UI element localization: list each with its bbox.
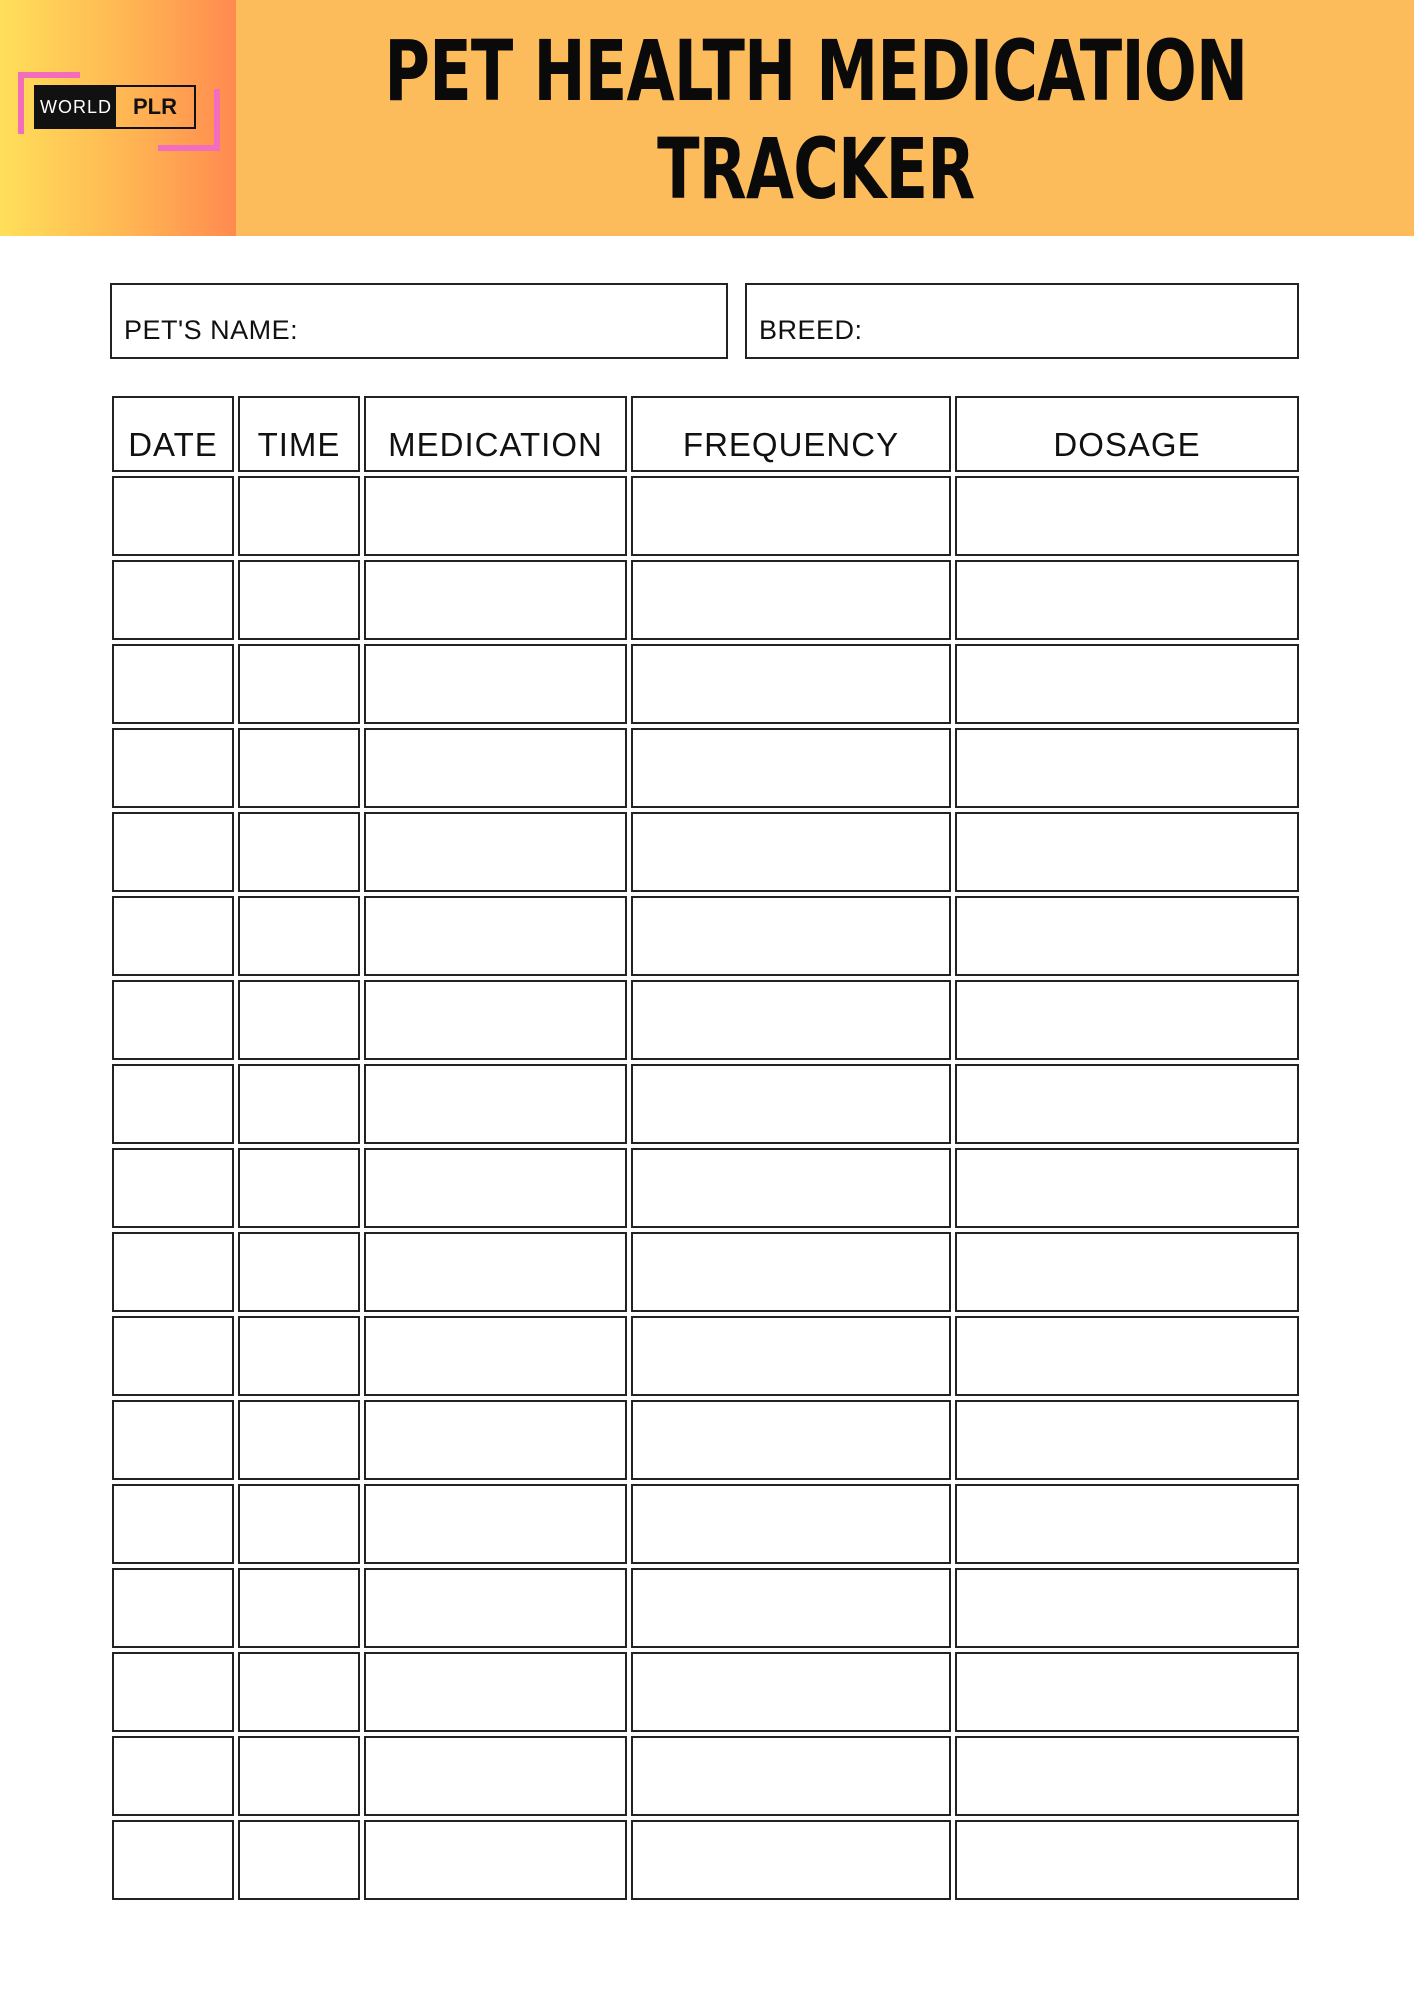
cell-dosage[interactable]: [955, 1148, 1299, 1228]
cell-time[interactable]: [238, 1232, 360, 1312]
cell-time[interactable]: [238, 728, 360, 808]
cell-time[interactable]: [238, 1148, 360, 1228]
cell-date[interactable]: [112, 644, 234, 724]
cell-time[interactable]: [238, 1484, 360, 1564]
cell-frequency[interactable]: [631, 896, 951, 976]
breed-field[interactable]: [745, 283, 1299, 359]
cell-time[interactable]: [238, 896, 360, 976]
table-row: [112, 560, 1299, 640]
cell-medication[interactable]: [364, 1652, 627, 1732]
cell-medication[interactable]: [364, 644, 627, 724]
cell-dosage[interactable]: [955, 644, 1299, 724]
table-row: [112, 476, 1299, 556]
header-banner: [0, 0, 1414, 236]
cell-frequency[interactable]: [631, 644, 951, 724]
cell-medication[interactable]: [364, 1568, 627, 1648]
cell-medication[interactable]: [364, 1232, 627, 1312]
cell-medication[interactable]: [364, 980, 627, 1060]
cell-date[interactable]: [112, 980, 234, 1060]
cell-medication[interactable]: [364, 728, 627, 808]
table-row: [112, 1484, 1299, 1564]
cell-frequency[interactable]: [631, 1148, 951, 1228]
cell-date[interactable]: [112, 1568, 234, 1648]
cell-medication[interactable]: [364, 812, 627, 892]
cell-medication[interactable]: [364, 476, 627, 556]
cell-dosage[interactable]: [955, 1652, 1299, 1732]
column-header-medication: MEDICATION: [364, 396, 627, 472]
cell-frequency[interactable]: [631, 560, 951, 640]
cell-dosage[interactable]: [955, 1484, 1299, 1564]
table-row: [112, 1316, 1299, 1396]
table-row: [112, 1400, 1299, 1480]
cell-medication[interactable]: [364, 1484, 627, 1564]
cell-medication[interactable]: [364, 896, 627, 976]
cell-medication[interactable]: [364, 1736, 627, 1816]
column-header-date: DATE: [112, 396, 234, 472]
cell-dosage[interactable]: [955, 560, 1299, 640]
cell-medication[interactable]: [364, 560, 627, 640]
page-title: [380, 22, 1252, 218]
cell-date[interactable]: [112, 1316, 234, 1396]
cell-frequency[interactable]: [631, 1232, 951, 1312]
cell-time[interactable]: [238, 1652, 360, 1732]
table-row: [112, 812, 1299, 892]
column-header-frequency: FREQUENCY: [631, 396, 951, 472]
logo-world-text: WORLD: [36, 87, 116, 127]
cell-medication[interactable]: [364, 1400, 627, 1480]
cell-frequency[interactable]: [631, 1568, 951, 1648]
cell-time[interactable]: [238, 560, 360, 640]
cell-frequency[interactable]: [631, 1484, 951, 1564]
cell-date[interactable]: [112, 1652, 234, 1732]
cell-medication[interactable]: [364, 1316, 627, 1396]
cell-date[interactable]: [112, 1064, 234, 1144]
cell-date[interactable]: [112, 896, 234, 976]
table-row: [112, 1736, 1299, 1816]
cell-time[interactable]: [238, 1316, 360, 1396]
column-header-time: TIME: [238, 396, 360, 472]
cell-frequency[interactable]: [631, 812, 951, 892]
pet-name-field[interactable]: [110, 283, 728, 359]
column-header-dosage: DOSAGE: [955, 396, 1299, 472]
cell-time[interactable]: [238, 476, 360, 556]
cell-dosage[interactable]: [955, 476, 1299, 556]
cell-time[interactable]: [238, 1064, 360, 1144]
cell-date[interactable]: [112, 1736, 234, 1816]
table-header-row: [112, 396, 1299, 472]
table-row: [112, 1148, 1299, 1228]
cell-frequency[interactable]: [631, 1064, 951, 1144]
breed-label: BREED:: [759, 314, 863, 345]
page-title-line-2: TRACKER: [657, 120, 975, 218]
table-row: [112, 1568, 1299, 1648]
cell-date[interactable]: [112, 1400, 234, 1480]
cell-time[interactable]: [238, 1568, 360, 1648]
cell-frequency[interactable]: [631, 1652, 951, 1732]
cell-frequency[interactable]: [631, 1736, 951, 1816]
cell-date[interactable]: [112, 560, 234, 640]
cell-frequency[interactable]: [631, 728, 951, 808]
cell-medication[interactable]: [364, 1148, 627, 1228]
cell-frequency[interactable]: [631, 476, 951, 556]
cell-frequency[interactable]: [631, 1400, 951, 1480]
table-row: [112, 644, 1299, 724]
cell-frequency[interactable]: [631, 1820, 951, 1900]
world-plr-logo: [34, 85, 196, 129]
pet-name-label: PET'S NAME:: [124, 314, 299, 345]
table-row: [112, 1064, 1299, 1144]
table-row: [112, 1820, 1299, 1900]
cell-dosage[interactable]: [955, 1316, 1299, 1396]
cell-medication[interactable]: [364, 1820, 627, 1900]
cell-dosage[interactable]: [955, 1736, 1299, 1816]
table-row: [112, 980, 1299, 1060]
cell-frequency[interactable]: [631, 1316, 951, 1396]
cell-dosage[interactable]: [955, 812, 1299, 892]
cell-time[interactable]: [238, 1736, 360, 1816]
cell-time[interactable]: [238, 812, 360, 892]
page-title-line-1: PET HEALTH MEDICATION: [384, 22, 1248, 120]
table-row: [112, 1652, 1299, 1732]
table-row: [112, 896, 1299, 976]
cell-time[interactable]: [238, 1820, 360, 1900]
cell-dosage[interactable]: [955, 728, 1299, 808]
cell-date[interactable]: [112, 1148, 234, 1228]
cell-dosage[interactable]: [955, 896, 1299, 976]
medication-log-table: [108, 392, 1303, 1904]
cell-frequency[interactable]: [631, 980, 951, 1060]
cell-dosage[interactable]: [955, 980, 1299, 1060]
cell-date[interactable]: [112, 1820, 234, 1900]
table-row: [112, 1232, 1299, 1312]
cell-time[interactable]: [238, 1400, 360, 1480]
cell-date[interactable]: [112, 1484, 234, 1564]
table-row: [112, 728, 1299, 808]
cell-time[interactable]: [238, 644, 360, 724]
cell-date[interactable]: [112, 1232, 234, 1312]
cell-dosage[interactable]: [955, 1568, 1299, 1648]
cell-medication[interactable]: [364, 1064, 627, 1144]
cell-date[interactable]: [112, 476, 234, 556]
logo-panel: [0, 0, 236, 236]
cell-date[interactable]: [112, 728, 234, 808]
cell-dosage[interactable]: [955, 1400, 1299, 1480]
logo-plr-text: PLR: [133, 94, 177, 119]
cell-time[interactable]: [238, 980, 360, 1060]
table-body: [112, 476, 1299, 1900]
cell-dosage[interactable]: [955, 1232, 1299, 1312]
cell-date[interactable]: [112, 812, 234, 892]
cell-dosage[interactable]: [955, 1820, 1299, 1900]
cell-dosage[interactable]: [955, 1064, 1299, 1144]
